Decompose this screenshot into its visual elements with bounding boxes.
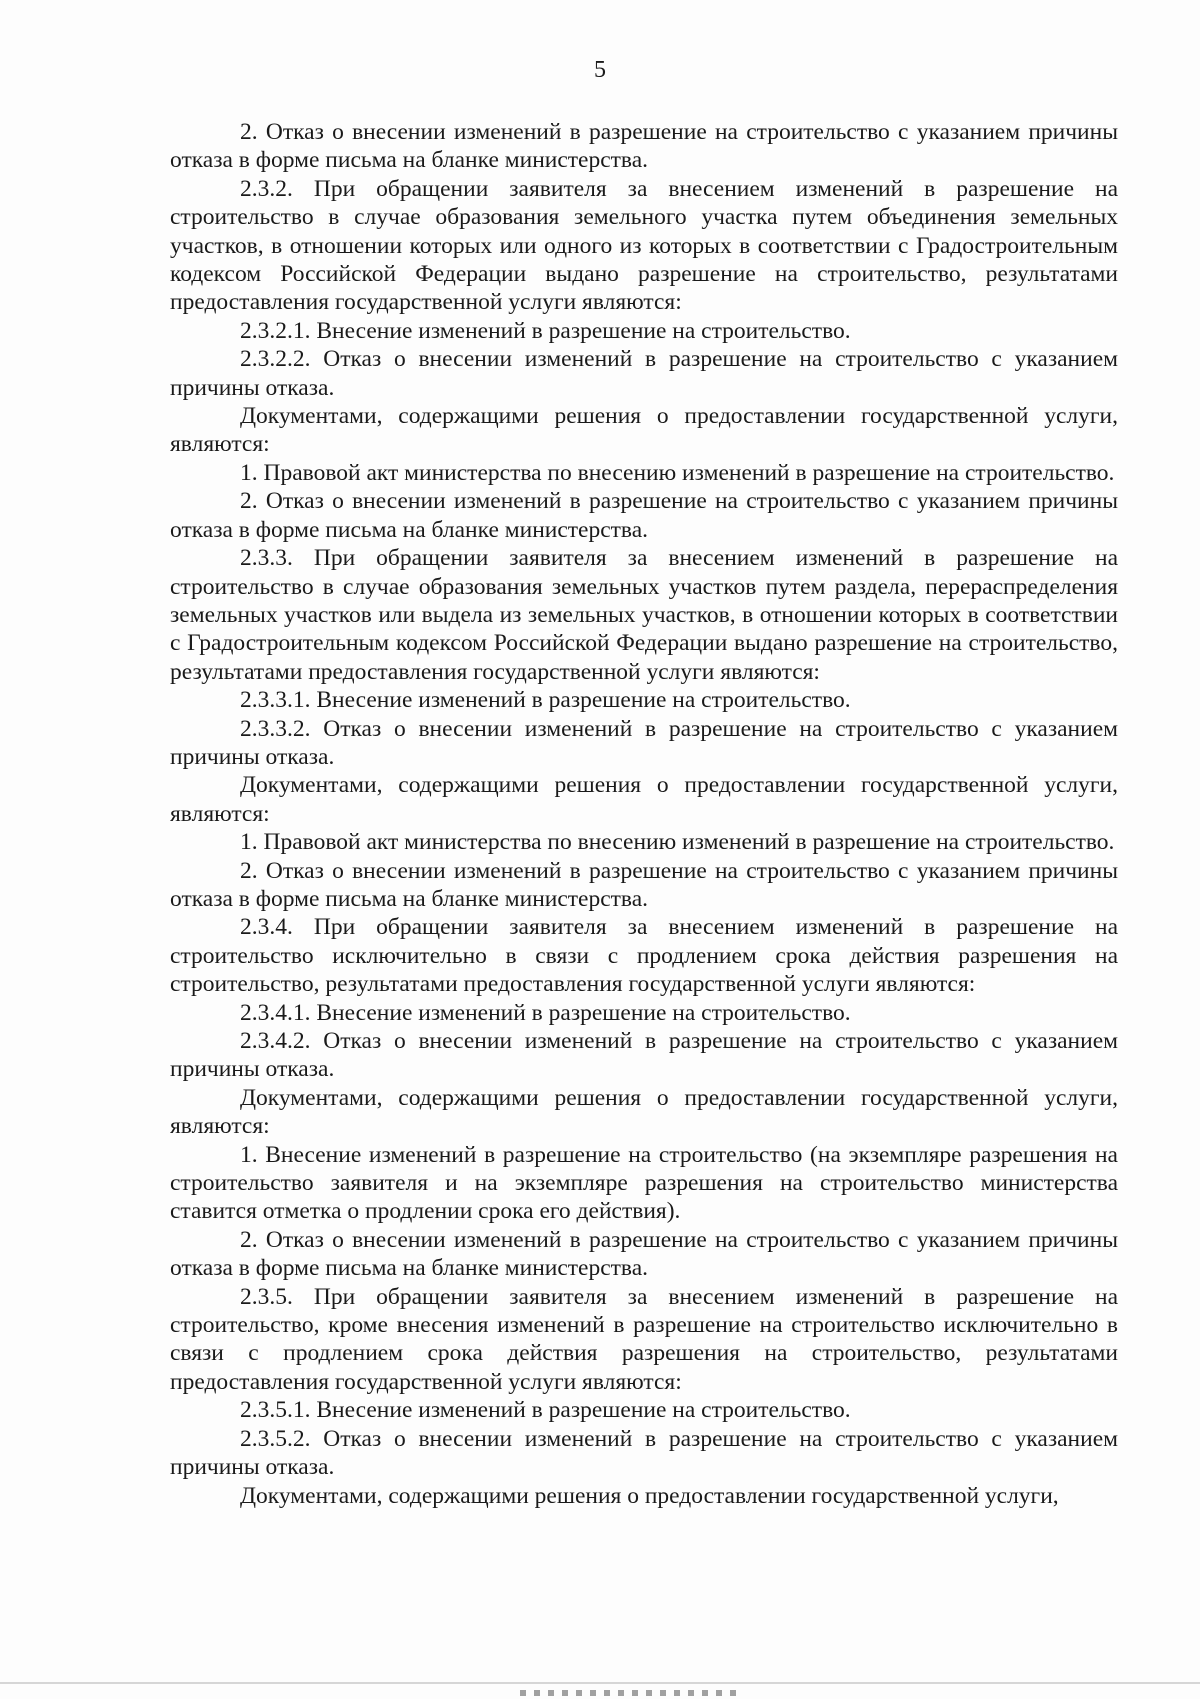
paragraph: Документами, содержащими решения о предоставлении государственной услуги, являются: bbox=[170, 403, 1118, 458]
paragraph: 2.3.5.2. Отказ о внесении изменений в разрешение на строительство с указанием причины отказа. bbox=[170, 1425, 1118, 1481]
paragraph: Документами, содержащими решения о предоставлении государственной услуги, являются: bbox=[170, 1084, 1118, 1140]
paragraph: 2. Отказ о внесении изменений в разрешение на строительство с указанием причины отказа в форме письма на бланке министерства. bbox=[170, 1226, 1118, 1282]
page-number: 5 bbox=[594, 57, 606, 83]
paragraph: 2.3.4. При обращении заявителя за внесением изменений в разрешение на строительство исключительно в связи с продлением срока действия разрешения на строительство, результатами предоставления государственной услуги являются: bbox=[170, 914, 1118, 998]
document-body bbox=[170, 118, 1118, 1510]
paragraph: Документами, содержащими решения о предоставлении государственной услуги, являются: bbox=[170, 772, 1118, 827]
paragraph: 2.3.2. При обращении заявителя за внесением изменений в разрешение на строительство в случае образования земельного участка путем объединения земельных участков, в отношении которых или одного из которых в соответствии с Градостроительным кодексом Российской Федерации выдано разрешение на строительство, результатами предоставления государственной услуги являются: bbox=[170, 175, 1118, 316]
paragraph: 2.3.3.2. Отказ о внесении изменений в разрешение на строительство с указанием причины отказа. bbox=[170, 715, 1118, 770]
paragraph: 2.3.3. При обращении заявителя за внесением изменений в разрешение на строительство в случае образования земельных участков путем раздела, перераспределения земельных участков или выдела из земельных участков, в отношении которых в соответствии с Градостроительным кодексом Российской Федерации выдано разрешение на строительство, результатами предоставления государственной услуги являются: bbox=[170, 545, 1118, 685]
paragraph: 2. Отказ о внесении изменений в разрешение на строительство с указанием причины отказа в форме письма на бланке министерства. bbox=[170, 857, 1118, 912]
paragraph: Документами, содержащими решения о предоставлении государственной услуги, bbox=[240, 1482, 1059, 1509]
paragraph: 2.3.3.1. Внесение изменений в разрешение на строительство. bbox=[240, 687, 851, 714]
paragraph: 2.3.4.2. Отказ о внесении изменений в разрешение на строительство с указанием причины отказа. bbox=[170, 1028, 1118, 1083]
paragraph: 2.3.2.2. Отказ о внесении изменений в разрешение на строительство с указанием причины отказа. bbox=[170, 346, 1118, 401]
paragraph: 1. Внесение изменений в разрешение на строительство (на экземпляре разрешения на строительство заявителя и на экземпляре разрешения на строительство министерства ставится отметка о продлении срока его действия). bbox=[170, 1141, 1118, 1225]
paragraph: 2.3.5. При обращении заявителя за внесением изменений в разрешение на строительство, кроме внесения изменений в разрешение на строительство исключительно в связи с продлением срока действия разрешения на строительство, результатами предоставления государственной услуги являются: bbox=[170, 1283, 1118, 1395]
paragraph: 2.3.5.1. Внесение изменений в разрешение на строительство. bbox=[240, 1397, 851, 1424]
paragraph: 2. Отказ о внесении изменений в разрешение на строительство с указанием причины отказа в форме письма на бланке министерства. bbox=[170, 488, 1118, 543]
paragraph: 2. Отказ о внесении изменений в разрешение на строительство с указанием причины отказа в форме письма на бланке министерства. bbox=[170, 119, 1118, 174]
paragraph: 2.3.4.1. Внесение изменений в разрешение на строительство. bbox=[240, 999, 851, 1026]
paragraph: 2.3.2.1. Внесение изменений в разрешение на строительство. bbox=[240, 317, 851, 344]
scan-artifact bbox=[520, 1690, 740, 1696]
paragraph: 1. Правовой акт министерства по внесению изменений в разрешение на строительство. bbox=[240, 829, 1115, 856]
page-bottom-edge bbox=[0, 1682, 1200, 1684]
paragraph: 1. Правовой акт министерства по внесению изменений в разрешение на строительство. bbox=[240, 459, 1115, 486]
